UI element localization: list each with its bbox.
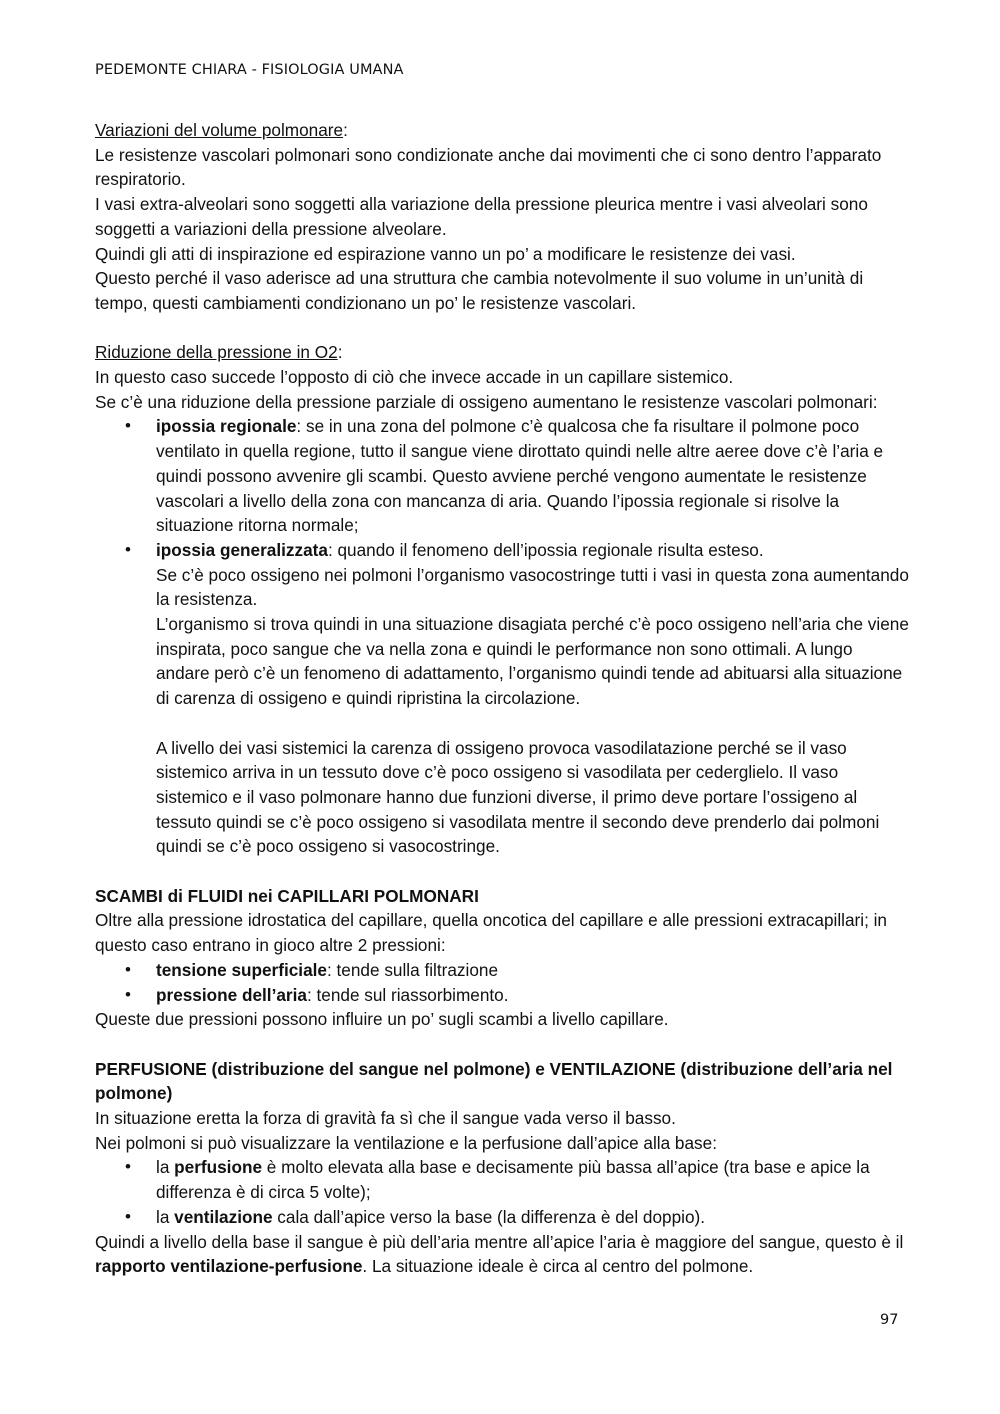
bullet-list <box>95 1155 910 1229</box>
spacer <box>156 711 910 736</box>
paragraph: Se c’è poco ossigeno nei polmoni l’organismo vasocostringe tutti i vasi in questa zona aumentando la resistenza. <box>156 564 909 610</box>
list-item-prefix: la <box>156 1206 175 1227</box>
paragraph: Oltre alla pressione idrostatica del capillare, quella oncotica del capillare e alle pressioni extracapillari; in questo caso entrano in gioco altre 2 pressioni: <box>95 910 887 956</box>
list-item-text: cala dall’apice verso la base (la differenza è del doppio). <box>272 1206 706 1227</box>
section-heading-fluids: SCAMBI di FLUIDI nei CAPILLARI POLMONARI <box>95 885 479 906</box>
list-item-text: è molto elevata alla base e decisamente più bassa all’apice (tra base e apice la differenza è di circa 5 volte); <box>156 1157 870 1203</box>
spacer <box>95 316 910 341</box>
list-item <box>95 538 910 859</box>
spacer <box>95 1032 910 1057</box>
list-item-text: : tende sul riassorbimento. <box>306 984 509 1005</box>
paragraph: A livello dei vasi sistemici la carenza di ossigeno provoca vasodilatazione perché se il vaso sistemico arriva in un tessuto dove c’è poco ossigeno si vasodilata per cederglielo. Il vaso sistemico e il vaso polmonare hanno due funzioni diverse, il primo deve portare l’ossigeno al tessuto quindi se c’è poco ossigeno si vasodilata mentre il secondo deve prenderlo dai polmoni quindi se c’è poco ossigeno si vasocostringe. <box>156 737 880 857</box>
bold-term: tensione superficiale <box>156 959 327 980</box>
page-header: PEDEMONTE CHIARA - FISIOLOGIA UMANA <box>95 62 404 78</box>
bold-term: rapporto ventilazione-perfusione <box>95 1256 363 1277</box>
section-heading-o2: Riduzione della pressione in O2: <box>95 342 343 363</box>
paragraph: Le resistenze vascolari polmonari sono condizionate anche dai movimenti che ci sono dentro l’apparato respiratorio. <box>95 144 882 190</box>
list-item-text: : quando il fenomeno dell’ipossia regionale risulta esteso. <box>327 539 764 560</box>
section-heading-perfusion: PERFUSIONE (distribuzione del sangue nel polmone) e VENTILAZIONE (distribuzione dell’aria nel polmone) <box>95 1058 893 1104</box>
list-item-text: : se in una zona del polmone c’è qualcosa che fa risultare il polmone poco ventilato in quella regione, tutto il sangue viene dirottato quindi nelle altre aeree dove c’è l’aria e quindi possono avvenire gli scambi. Questo avviene perché vengono aumentate le resistenze vascolari a livello della zona con mancanza di aria. Quando l’ipossia regionale si risolve la situazione ritorna normale; <box>156 416 884 536</box>
spacer <box>95 859 910 884</box>
list-item <box>95 1205 910 1230</box>
bold-term: perfusione <box>174 1157 263 1178</box>
paragraph: In situazione eretta la forza di gravità fa sì che il sangue vada verso il basso. <box>95 1108 676 1129</box>
bold-term: pressione dell’aria <box>156 984 307 1005</box>
paragraph: Nei polmoni si può visualizzare la ventilazione e la perfusione dall’apice alla base: <box>95 1132 717 1153</box>
heading-text: Variazioni del volume polmonare <box>95 120 344 140</box>
page-number: 97 <box>880 1312 899 1328</box>
paragraph: Questo perché il vaso aderisce ad una struttura che cambia notevolmente il suo volume in un’unità di tempo, questi cambiamenti condizionano un po’ le resistenze vascolari. <box>95 268 864 313</box>
list-item-prefix: la <box>156 1157 175 1178</box>
bold-term: ventilazione <box>174 1206 273 1227</box>
paragraph-text: . La situazione ideale è circa al centro del polmone. <box>362 1256 754 1277</box>
list-item <box>95 983 910 1008</box>
list-item-text: : tende sulla filtrazione <box>326 959 499 980</box>
paragraph: In questo caso succede l’opposto di ciò che invece accade in un capillare sistemico. <box>95 367 734 388</box>
section-heading-volume: Variazioni del volume polmonare: <box>95 120 348 140</box>
heading-text: Riduzione della pressione in O2 <box>95 342 338 363</box>
bold-term: ipossia regionale <box>156 416 297 437</box>
paragraph <box>95 1230 910 1279</box>
paragraph: Se c’è una riduzione della pressione parziale di ossigeno aumentano le resistenze vascolari polmonari: <box>95 391 878 412</box>
paragraph: L’organismo si trova quindi in una situazione disagiata perché c’è poco ossigeno nell’aria che viene inspirata, poco sangue che va nella zona e quindi le performance non sono ottimali. A lungo andare però c’è un fenomeno di adattamento, l’organismo quindi tende ad abituarsi alla situazione di carenza di ossigeno e quindi ripristina la circolazione. <box>156 614 909 709</box>
list-item <box>95 414 910 538</box>
paragraph: Queste due pressioni possono influire un po’ sugli scambi a livello capillare. <box>95 1009 669 1030</box>
bullet-list <box>95 958 910 1007</box>
bullet-list <box>95 414 910 859</box>
paragraph: Quindi gli atti di inspirazione ed espirazione vanno un po’ a modificare le resistenze dei vasi. <box>95 243 796 264</box>
list-item <box>95 1155 910 1204</box>
paragraph: I vasi extra-alveolari sono soggetti alla variazione della pressione pleurica mentre i vasi alveolari sono soggetti a variazioni della pressione alveolare. <box>95 194 868 239</box>
bold-term: ipossia generalizzata <box>156 539 328 560</box>
paragraph-text: Quindi a livello della base il sangue è più dell’aria mentre all’apice l’aria è maggiore del sangue, questo è il <box>95 1231 904 1252</box>
list-item <box>95 958 910 983</box>
page-content <box>95 118 910 1279</box>
